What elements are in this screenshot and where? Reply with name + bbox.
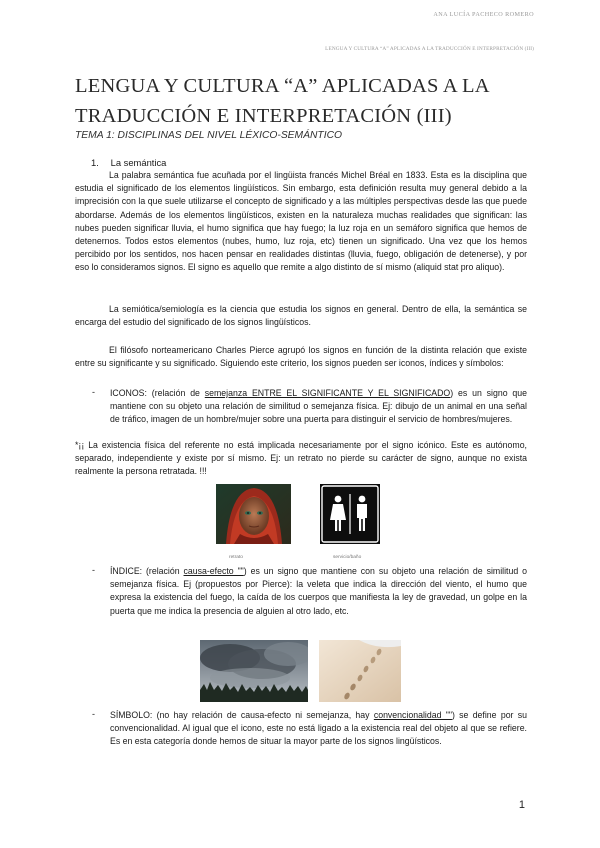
bullet-dash: - (92, 565, 95, 575)
footprints-image (319, 640, 401, 702)
indice-underlined: causa-efecto "" (183, 566, 244, 576)
note-paragraph: *¡¡ La existencia física del referente no está implicada necesariamente por el signo icónico. Este es autónomo, separado, independiente y existe por sí mismo. Ej: un retrato no pierde su carácter de signo, aunque no exista realmente la persona retratada. !!! (75, 440, 527, 477)
simbolo-post: ) se define por su convencionalidad. Al igual que el icono, este no está ligado a la existencia real del objeto al que se refiere. Es en esta categoría donde hemos de situar la mayor parte de los signos lingüísticos. (110, 710, 528, 747)
page-number: 1 (518, 799, 525, 811)
portrait-image (216, 484, 291, 544)
simbolo-pre: SÍMBOLO: (no hay relación de causa-efecto ni semejanza, hay (110, 710, 374, 720)
header-author: ANA LUCÍA PACHECO ROMERO (433, 11, 534, 18)
indice-post: ) es un signo que mantiene con su objeto una relación de similitud o semejanza física. Ej (propuestos por Pierce): la veleta que indica la dirección del viento, el humo que expresa la existencia del fuego, la caída de los cuerpos que manifiesta la ley de gravedad, un golpe en la puerta que me indica la presencia de alguien al otro lado, etc. (110, 566, 527, 616)
iconos-pre: ICONOS: (relación de (110, 388, 205, 398)
indice-pre: ÍNDICE: (relación (110, 566, 184, 576)
bullet-indice (110, 565, 527, 618)
paragraph-semiotica: La semiótica/semiología es la ciencia que estudia los signos en general. Dentro de ella, la semántica se encarga del estudio del significado de los signos lingüísticos. (75, 304, 527, 328)
caption-restroom: servicio/baño (333, 555, 362, 560)
bullet-dash: - (92, 709, 95, 719)
subtitle: TEMA 1: DISCIPLINAS DEL NIVEL LÉXICO-SEMÁNTICO (75, 130, 343, 141)
bullet-dash: - (92, 387, 95, 397)
iconos-underlined: semejanza ENTRE EL SIGNIFICANTE Y EL SIGNIFICADO (204, 388, 451, 398)
paragraph-semantica: La palabra semántica fue acuñada por el lingüista francés Michel Bréal en 1833. Esta es la disciplina que estudia el significado de los elementos lingüísticos. Sin embargo, esta definición resulta muy general debido a la imprecisión con la que suele utilizarse el concepto de significado y a las múltiples perspectivas desde las que puede abordarse. Además de los elementos lingüísticos, existen en la naturaleza muchas realidades que significan: las nubes pueden significar lluvia, el humo significa que hay fuego; la luz roja en un semáforo significa que hemos de detenernos. Todos estos elementos (nubes, humo, luz roja, etc) tienen un significado. Una vez que los hemos percibido por los sentidos, nos hacen pensar en realidades distintas (lluvia, fuego, obligación de detenerse), y por eso lo consideramos signos. El signo es aquello que remite a algo distinto de sí mismo (aliquid stat pro aliquo). (75, 170, 527, 273)
section-title: La semántica (110, 157, 167, 168)
smoke-image (200, 640, 308, 702)
bullet-simbolo (110, 709, 527, 749)
footprints-illustration (319, 640, 401, 702)
page-title: LENGUA Y CULTURA “A” APLICADAS A LA TRADUCCIÓN E INTERPRETACIÓN (III) (75, 75, 489, 127)
portrait-illustration (216, 484, 291, 544)
restroom-sign-image (320, 484, 380, 544)
caption-portrait: retrato (229, 555, 243, 560)
bullet-iconos (110, 387, 527, 427)
simbolo-underlined: convencionalidad "" (373, 710, 452, 720)
smoke-illustration (200, 640, 308, 702)
restroom-icon (320, 484, 380, 544)
iconos-post: ) es un signo que mantiene con su objeto una relación de similitud o semejanza física. Ej: dibujo de un animal en una señal de tráfico, imagen de un hombre/mujer sobre una puerta para distinguir el servicio de hombres/mujeres. (110, 388, 528, 425)
section-number: 1. (91, 157, 99, 168)
paragraph-pierce: El filósofo norteamericano Charles Pierce agrupó los signos en función de la distinta relación que existe entre su significante y su significado. Siguiendo este criterio, los signos pueden ser iconos, índices y símbolos: (75, 345, 527, 369)
section-heading (91, 157, 166, 168)
header-course: LENGUA Y CULTURA “A” APLICADAS A LA TRADUCCIÓN E INTERPRETACIÓN (III) (325, 46, 534, 52)
